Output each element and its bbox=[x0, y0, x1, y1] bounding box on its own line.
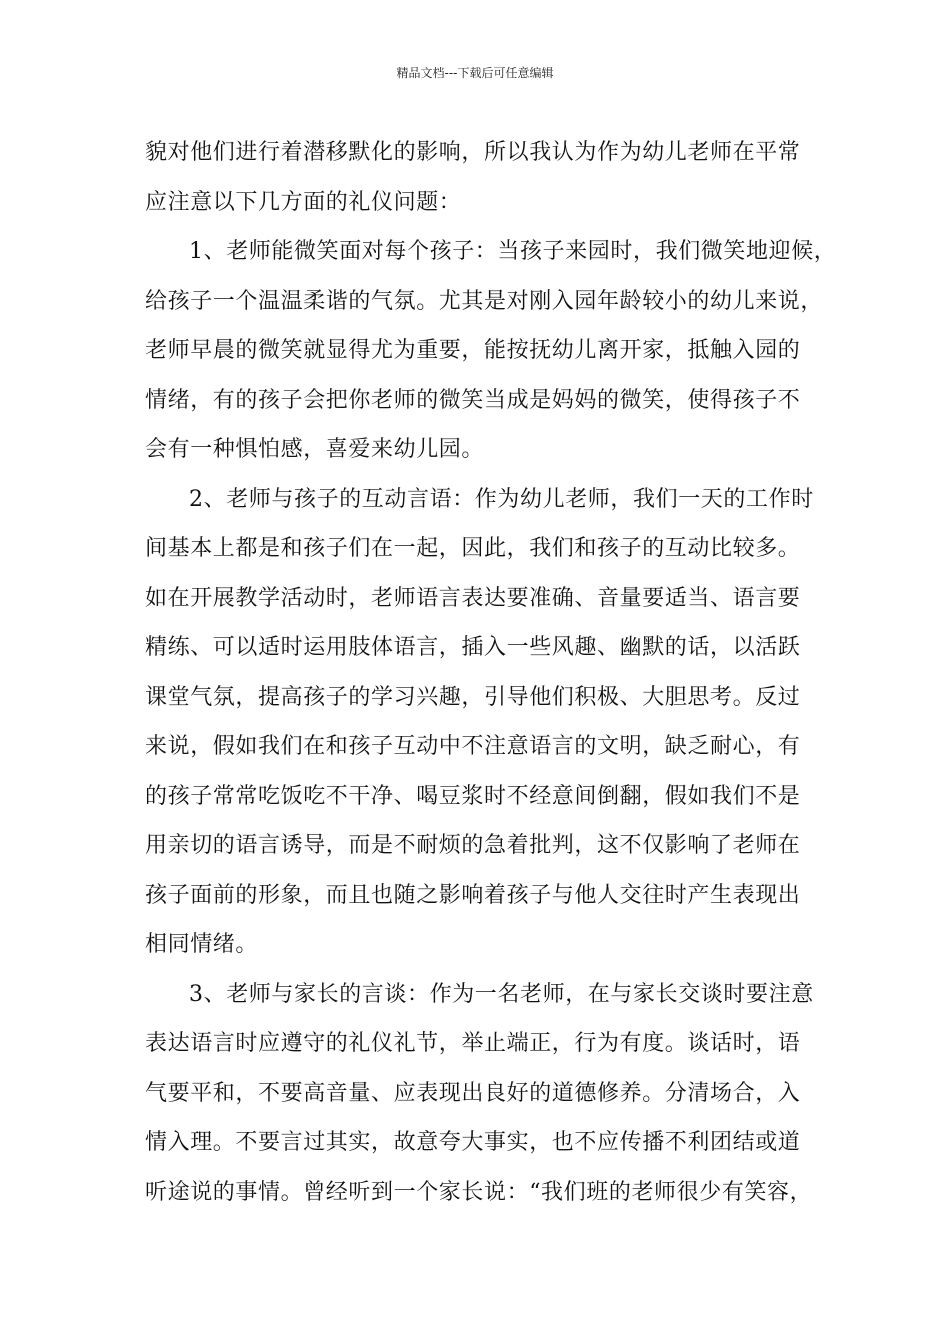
text-line: 孩子面前的形象，而且也随之影响着孩子与他人交往时产生表现出 bbox=[145, 882, 801, 908]
text-line: 用亲切的语言诱导，而是不耐烦的急着批判，这不仅影响了老师在 bbox=[145, 833, 801, 858]
paragraph-first-line: 1、老师能微笑面对每个孩子：当孩子来园时，我们微笑地迎候， bbox=[189, 239, 837, 264]
page-header: 精品文档---下载后可任意编辑 bbox=[396, 66, 554, 80]
text-line: 会有一种惧怕感，喜爱来幼儿园。 bbox=[145, 437, 485, 462]
text-line: 听途说的事情。曾经听到一个家长说：“我们班的老师很少有笑容， bbox=[145, 1179, 813, 1205]
text-line: 来说，假如我们在和孩子互动中不注意语言的文明，缺乏耐心，有 bbox=[145, 734, 801, 759]
text-line: 如在开展教学活动时，老师语言表达要准确、音量要适当、语言要 bbox=[145, 585, 801, 611]
text-line: 应注意以下几方面的礼仪问题： bbox=[145, 189, 462, 215]
text-line: 精练、可以适时运用肢体语言，插入一些风趣、幽默的话，以活跃 bbox=[145, 635, 801, 660]
text-line: 貌对他们进行着潜移默化的影响，所以我认为作为幼儿老师在平常 bbox=[145, 140, 801, 165]
text-line: 老师早晨的微笑就显得尤为重要，能按抚幼儿离开家，抵触入园的 bbox=[145, 338, 801, 363]
text-line: 表达语言时应遵守的礼仪礼节，举止端正，行为有度。谈话时，语 bbox=[145, 1031, 801, 1056]
document-body bbox=[145, 128, 837, 1217]
paragraph-first-line: 3、老师与家长的言谈：作为一名老师，在与家长交谈时要注意 bbox=[189, 981, 814, 1007]
text-line: 情绪，有的孩子会把你老师的微笑当成是妈妈的微笑，使得孩子不 bbox=[145, 387, 801, 413]
text-line: 情入理。不要言过其实，故意夸大事实，也不应传播不利团结或道 bbox=[145, 1130, 801, 1155]
text-line: 气要平和，不要高音量、应表现出良好的道德修养。分清场合，入 bbox=[145, 1080, 801, 1106]
text-line: 的孩子常常吃饭吃不干净、喝豆浆时不经意间倒翻，假如我们不是 bbox=[145, 783, 801, 809]
paragraph-first-line: 2、老师与孩子的互动言语：作为幼儿老师，我们一天的工作时 bbox=[189, 486, 814, 512]
text-line: 给孩子一个温温柔谐的气氛。尤其是对刚入园年龄较小的幼儿来说， bbox=[145, 288, 824, 314]
text-line: 间基本上都是和孩子们在一起，因此，我们和孩子的互动比较多。 bbox=[145, 536, 801, 561]
text-line: 课堂气氛，提高孩子的学习兴趣，引导他们积极、大胆思考。反过 bbox=[145, 684, 801, 710]
text-line: 相同情绪。 bbox=[145, 932, 259, 957]
